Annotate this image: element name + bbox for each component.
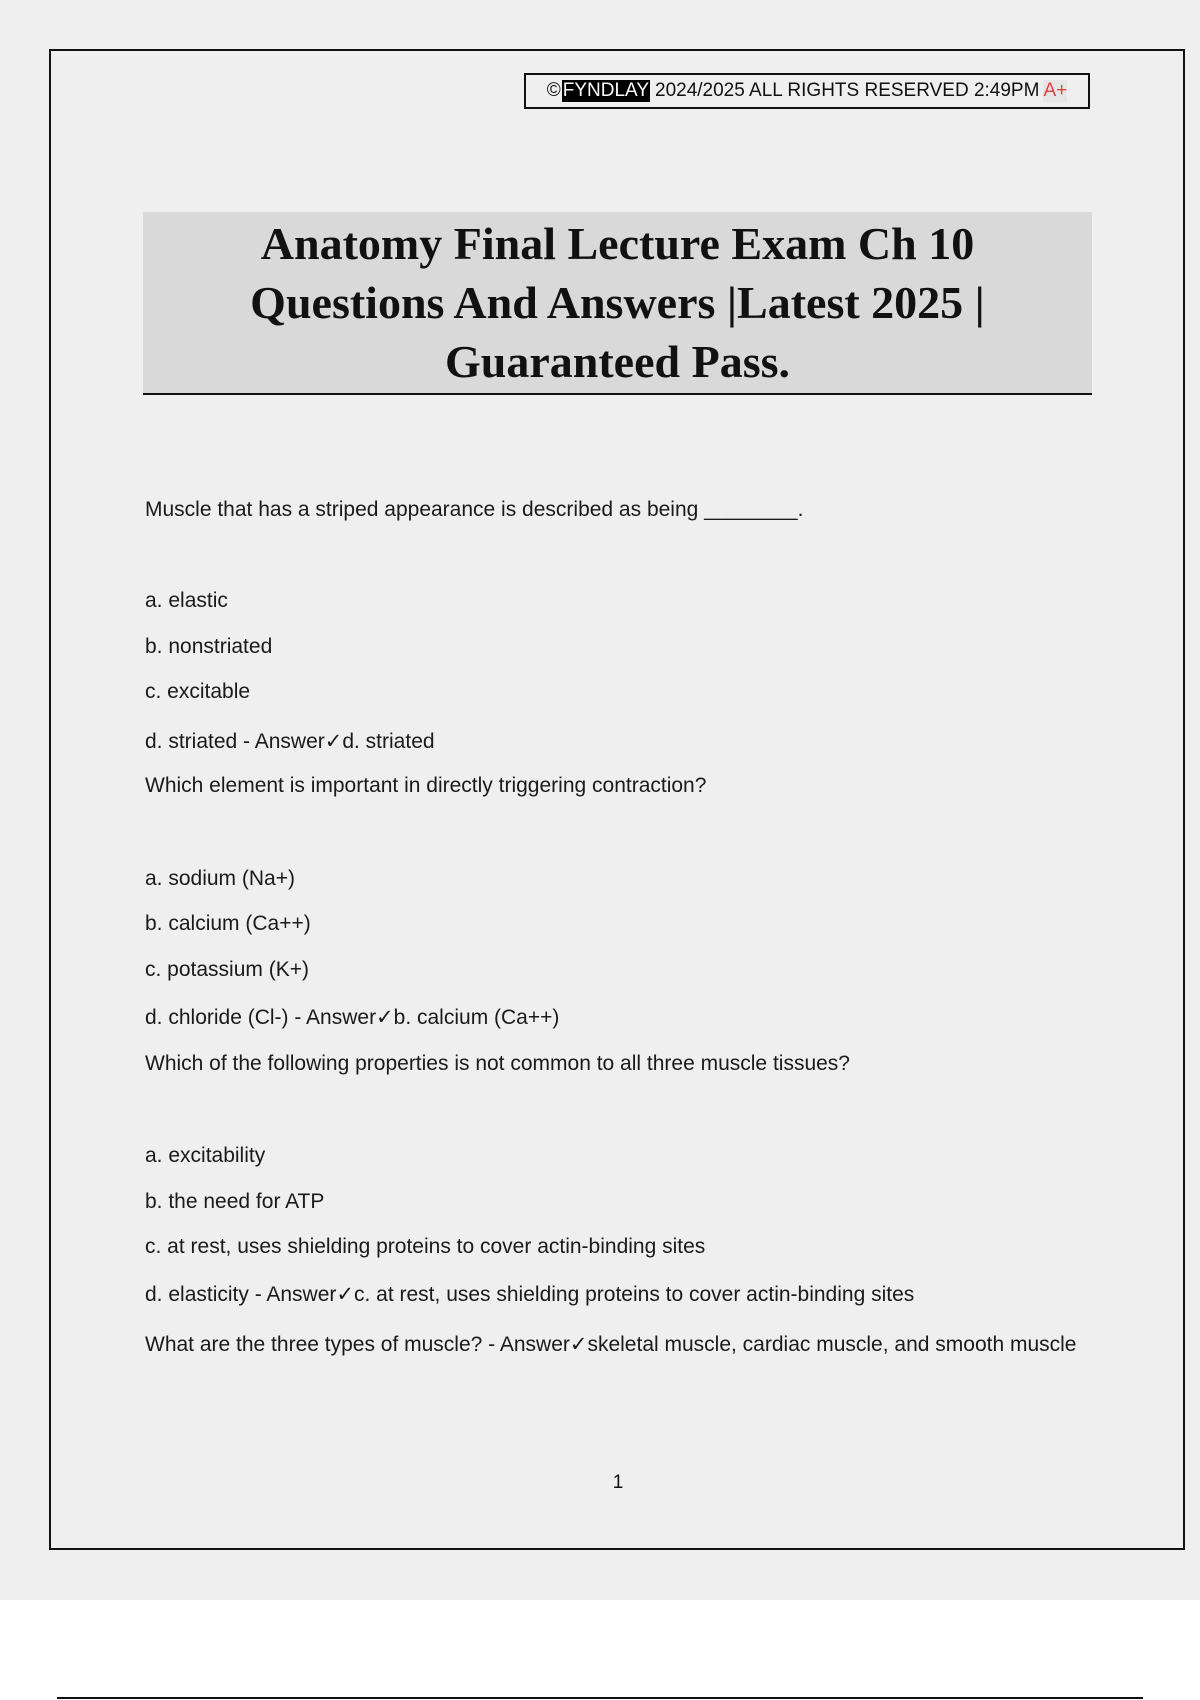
copyright-symbol: ©: [546, 80, 561, 101]
answer-option: c. excitable: [145, 680, 251, 703]
answer-option: d. chloride (Cl-) - Answer✓b. calcium (Ca++): [145, 1006, 560, 1029]
answer-option: d. striated - Answer✓d. striated: [145, 730, 435, 753]
grade-badge: A+: [1043, 80, 1068, 101]
document-title: Anatomy Final Lecture Exam Ch 10 Questions And Answers |Latest 2025 | Guaranteed Pass.: [250, 218, 985, 387]
answer-option: d. elasticity - Answer✓c. at rest, uses shielding proteins to cover actin-binding sites: [145, 1283, 915, 1306]
answer-option: b. calcium (Ca++): [145, 912, 311, 935]
answer-option: c. at rest, uses shielding proteins to cover actin-binding sites: [145, 1235, 706, 1258]
next-page-divider: [57, 1697, 1143, 1699]
question-text: Which of the following properties is not common to all three muscle tissues?: [145, 1052, 850, 1075]
question-text: Which element is important in directly triggering contraction?: [145, 774, 707, 797]
copyright-header: [524, 73, 1090, 109]
brand-name: FYNDLAY: [562, 80, 649, 101]
title-block: [143, 212, 1092, 395]
answer-option: b. nonstriated: [145, 635, 273, 658]
answer-option: c. potassium (K+): [145, 958, 309, 981]
answer-option: a. elastic: [145, 589, 228, 612]
answer-option: a. excitability: [145, 1144, 266, 1167]
answer-option: b. the need for ATP: [145, 1190, 325, 1213]
header-text: 2024/2025 ALL RIGHTS RESERVED 2:49PM: [655, 80, 1040, 101]
question-text: Muscle that has a striped appearance is described as being ________.: [145, 498, 804, 521]
page-number: 1: [612, 1472, 624, 1493]
question-text: What are the three types of muscle? - Answer✓skeletal muscle, cardiac muscle, and smooth muscle: [145, 1333, 1077, 1356]
answer-option: a. sodium (Na+): [145, 867, 295, 890]
